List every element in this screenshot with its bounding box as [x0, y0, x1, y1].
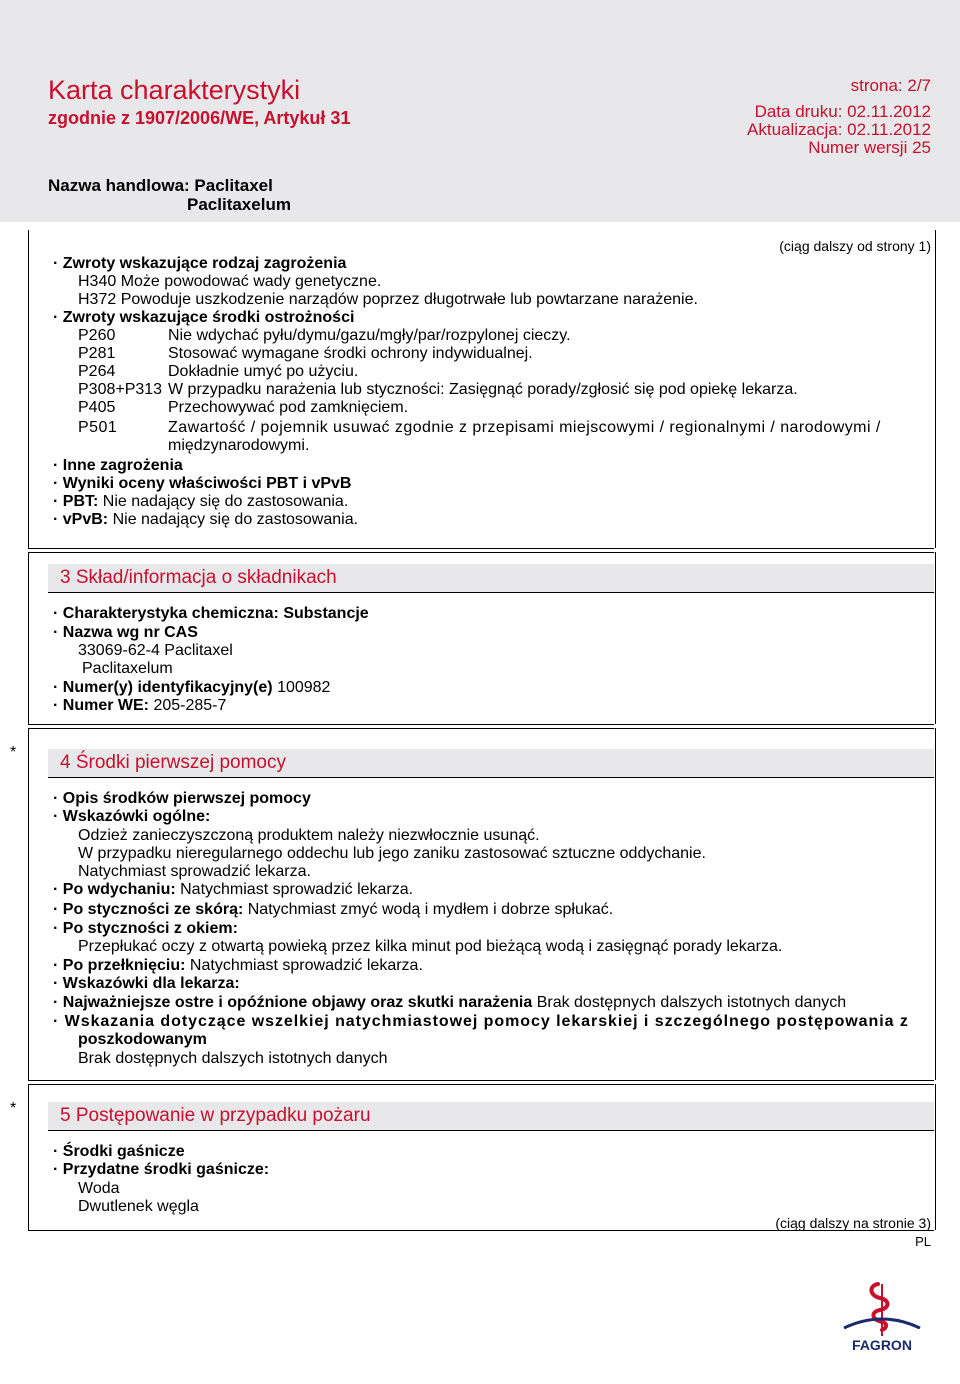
cas-line: 33069-62-4 Paclitaxel [78, 642, 233, 659]
p-statement [78, 419, 881, 437]
p-statement [78, 363, 358, 381]
vpvb-value: Nie nadający się do zastosowania. [112, 511, 359, 528]
p-code: P260 [78, 327, 116, 344]
pbt-label: · PBT: [53, 493, 99, 510]
skin-contact-label: · Po styczności ze skórą: [53, 901, 244, 918]
pbt-line [53, 493, 348, 511]
inhalation-label: · Po wdychaniu: [53, 881, 176, 898]
version-number: Numer wersji 25 [808, 138, 931, 157]
p-code: P308+P313 [78, 381, 163, 398]
cas-name-2: Paclitaxelum [82, 660, 173, 677]
p-text: Przechowywać pod zamknięciem. [168, 399, 409, 416]
divider [28, 1084, 934, 1085]
trade-name [48, 176, 291, 214]
eye-contact-value: Przepłukać oczy z otwartą powieką przez kilka minut pod bieżącą wodą i zasięgnąć porady lekarza. [78, 938, 783, 955]
update-date: Aktualizacja: 02.11.2012 [747, 120, 931, 139]
first-aid-desc-heading: · Opis środków pierwszej pomocy [53, 790, 311, 807]
vpvb-line [53, 511, 358, 529]
general-advice-1: Odzież zanieczyszczoną produktem należy niezwłocznie usunąć. [78, 827, 540, 844]
trade-name-value-1: Paclitaxel [194, 176, 273, 195]
general-advice-2: W przypadku nieregularnego oddechu lub jego zaniku zastosować sztuczne oddychanie. [78, 845, 706, 862]
document-title: Karta charakterystyki [48, 75, 301, 105]
p-text: Stosować wymagane środki ochrony indywidualnej. [168, 345, 533, 362]
symptoms-label: · Najważniejsze ostre i opóźnione objawy oraz skutki narażenia [53, 994, 533, 1011]
p-text: W przypadku narażenia lub styczności: Zasięgnąć porady/zgłosić się pod opiekę lekarza. [168, 381, 798, 398]
divider [28, 1080, 934, 1081]
precaution-heading: · Zwroty wskazujące środki ostrożności [53, 309, 355, 326]
p-statement [78, 399, 408, 417]
section3-header [48, 564, 934, 593]
swallow-label: · Po przełknięciu: [53, 957, 186, 974]
document-header [0, 0, 960, 222]
print-date: Data druku: 02.11.2012 [754, 102, 931, 121]
cas-heading: · Nazwa wg nr CAS [53, 624, 198, 641]
extinguishing-heading: · Środki gaśnicze [53, 1143, 185, 1160]
revision-marker: * [10, 1100, 17, 1117]
p-statement [78, 381, 798, 399]
general-advice-heading: · Wskazówki ogólne: [53, 808, 211, 825]
section5-header [48, 1102, 934, 1131]
divider [28, 548, 934, 549]
document-subtitle: zgodnie z 1907/2006/WE, Artykuł 31 [48, 108, 351, 128]
divider [28, 724, 934, 725]
pbt-value: Nie nadający się do zastosowania. [102, 493, 349, 510]
treatment-label-2: poszkodowanym [78, 1031, 207, 1048]
inhalation-value: Natychmiast sprowadzić lekarza. [180, 881, 414, 898]
trade-name-value-2: Paclitaxelum [187, 195, 291, 214]
skin-contact-line [53, 901, 613, 919]
p-statement [78, 327, 571, 345]
we-number-value: 205-285-7 [153, 697, 227, 714]
continuation-bottom: (ciąg dalszy na stronie 3) [775, 1215, 931, 1231]
p-text: Zawartość / pojemnik usuwać zgodnie z przepisami miejscowymi / regionalnymi / narodowymi / [168, 419, 881, 436]
p-code: P281 [78, 345, 116, 362]
revision-marker: * [10, 744, 17, 761]
p-text: Nie wdychać pyłu/dymu/gazu/mgły/par/rozpylonej cieczy. [168, 327, 571, 344]
page-number: strona: 2/7 [850, 76, 931, 95]
hazard-heading: · Zwroty wskazujące rodzaj zagrożenia [53, 255, 347, 272]
media-item-water: Woda [78, 1180, 120, 1197]
section5-title: 5 Postępowanie w przypadku pożaru [60, 1105, 371, 1126]
doctor-advice-heading: · Wskazówki dla lekarza: [53, 975, 240, 992]
caduceus-icon [840, 1280, 924, 1360]
divider [28, 728, 934, 729]
we-number-line [53, 697, 226, 715]
symptoms-line [53, 994, 846, 1012]
id-number-line [53, 679, 330, 697]
logo-text: FAGRON [852, 1337, 912, 1353]
chem-characteristics: · Charakterystyka chemiczna: Substancje [53, 605, 369, 622]
p-statement [78, 345, 533, 363]
swallow-line [53, 957, 423, 975]
we-number-label: · Numer WE: [53, 697, 149, 714]
divider [28, 552, 934, 553]
treatment-label-1: · Wskazania dotyczące wszelkiej natychmiastowej pomocy lekarskiej i szczególnego postępowania z [53, 1013, 909, 1030]
p501-continuation: międzynarodowymi. [168, 437, 310, 454]
media-item-co2: Dwutlenek węgla [78, 1198, 199, 1215]
section4-title: 4 Środki pierwszej pomocy [60, 752, 286, 773]
vpvb-label: · vPvB: [53, 511, 109, 528]
id-number-value: 100982 [277, 679, 331, 696]
p-code: P264 [78, 363, 116, 380]
symptoms-value: Brak dostępnych dalszych istotnych danych [536, 994, 847, 1011]
id-number-label: · Numer(y) identyfikacyjny(e) [53, 679, 273, 696]
inhalation-line [53, 881, 413, 899]
pbt-results-heading: · Wyniki oceny właściwości PBT i vPvB [53, 475, 352, 492]
p-text: Dokładnie umyć po użyciu. [168, 363, 359, 380]
trade-name-label: Nazwa handlowa: [48, 176, 190, 195]
section4-header [48, 749, 934, 778]
fagron-logo [840, 1280, 924, 1360]
p-code: P405 [78, 399, 116, 416]
section3-title: 3 Skład/informacja o składnikach [60, 567, 337, 588]
h340-statement: H340 Może powodować wady genetyczne. [78, 273, 382, 290]
general-advice-3: Natychmiast sprowadzić lekarza. [78, 863, 311, 880]
swallow-value: Natychmiast sprowadzić lekarza. [189, 957, 423, 974]
treatment-value: Brak dostępnych dalszych istotnych danych [78, 1050, 388, 1067]
h372-statement: H372 Powoduje uszkodzenie narządów poprzez długotrwałe lub powtarzane narażenie. [78, 291, 698, 308]
other-hazards: · Inne zagrożenia [53, 457, 183, 474]
eye-contact-heading: · Po styczności z okiem: [53, 920, 238, 937]
continuation-top: (ciąg dalszy od strony 1) [779, 238, 931, 254]
p-code: P501 [78, 419, 118, 436]
skin-contact-value: Natychmiast zmyć wodą i mydłem i dobrze spłukać. [247, 901, 614, 918]
suitable-media-heading: · Przydatne środki gaśnicze: [53, 1161, 270, 1178]
language-mark: PL [915, 1234, 931, 1249]
